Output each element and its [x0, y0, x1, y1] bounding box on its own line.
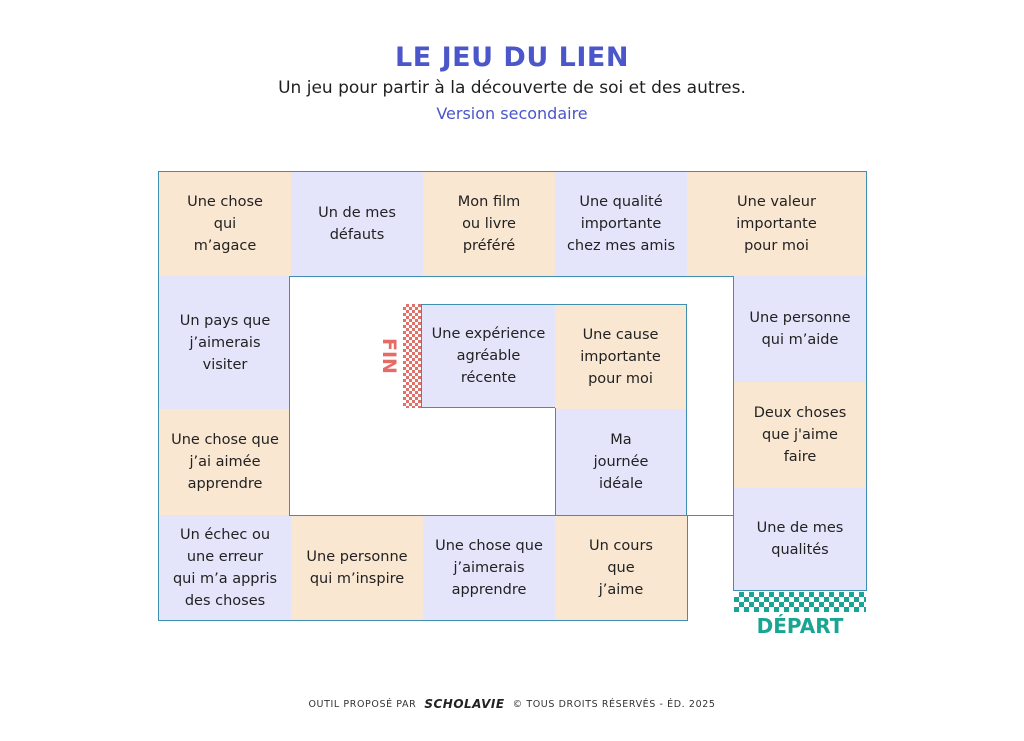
board-cell-defauts: Un de mes défauts [291, 172, 423, 276]
page-subtitle: Un jeu pour partir à la découverte de soi et des autres. [278, 78, 746, 98]
board-cell-pays: Un pays que j’aimerais visiter [159, 276, 291, 409]
board-border [158, 171, 867, 172]
board-cell-chose-agace: Une chose qui m’agace [159, 172, 291, 276]
depart-label: DÉPART [756, 614, 844, 638]
board-cell-journee: Ma journée idéale [555, 409, 687, 515]
page-title: LE JEU DU LIEN [395, 42, 629, 73]
version-label: Version secondaire [436, 104, 588, 123]
board-cell-inspire: Une personne qui m’inspire [291, 515, 423, 620]
board-cell-chose-aimee: Une chose que j’ai aimée apprendre [159, 409, 291, 515]
footer-prefix: OUTIL PROPOSÉ PAR [308, 698, 417, 710]
footer [0, 697, 1024, 711]
board-border [733, 590, 867, 591]
board-cell-valeur: Une valeur importante pour moi [687, 172, 866, 276]
board-border [687, 515, 688, 621]
board-cell-qualite-amis: Une qualité importante chez mes amis [555, 172, 687, 276]
fin-checkered-flag [403, 304, 421, 408]
board-border [158, 171, 159, 621]
board-border [158, 620, 688, 621]
board-divider [686, 304, 687, 516]
scholavie-logo: SCHOLAVIE [424, 697, 505, 711]
footer-copyright: © TOUS DROITS RÉSERVÉS - ÉD. 2025 [512, 698, 716, 710]
board-cell-cours: Un cours que j’aime [555, 515, 687, 620]
board-cell-qualites: Une de mes qualités [734, 488, 866, 590]
board-cell-cause: Une cause importante pour moi [555, 304, 687, 409]
board-cell-echec: Un échec ou une erreur qui m’a appris des choses [159, 515, 291, 620]
fin-label: FIN [378, 338, 400, 374]
board-divider [555, 408, 556, 516]
board-cell-personne-aide: Une personne qui m’aide [734, 276, 866, 382]
depart-checkered-flag [734, 592, 866, 612]
board-border [733, 276, 734, 591]
board-cell-apprendre: Une chose que j’aimerais apprendre [423, 515, 555, 620]
board-cell-experience: Une expérience agréable récente [421, 304, 555, 408]
board-border [866, 171, 867, 591]
board-cell-film-livre: Mon film ou livre préféré [423, 172, 555, 276]
board-cell-deux-choses: Deux choses que j'aime faire [734, 382, 866, 488]
